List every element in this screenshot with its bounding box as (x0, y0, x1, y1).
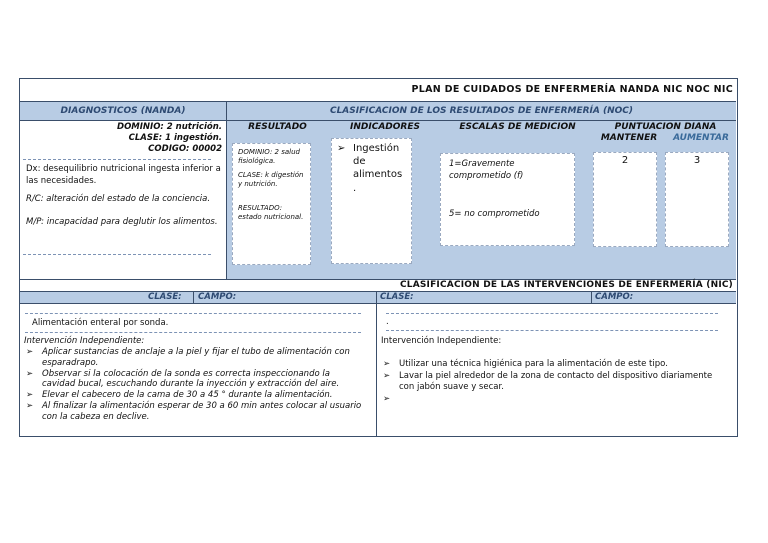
nic-right-item: ➢ Lavar la piel alrededor de la zona de contacto del dispositivo diariamente con jabón suave y secar. (381, 371, 726, 394)
resultado-dominio: DOMINIO: 2 salud fisiológica. (238, 148, 300, 165)
nic-left-sub: Intervención Independiente: (24, 336, 145, 346)
nanda-mp: M/P: incapacidad para deglutir los alimentos. (26, 217, 218, 227)
divider (20, 303, 736, 304)
aumentar-value: 3 (693, 155, 701, 166)
divider (591, 292, 592, 303)
nic-left-item: ➢ Aplicar sustancias de anclaje a la piel y fijar el tubo de alimentación con esparadrapo. (24, 347, 364, 369)
dashed-rule (23, 159, 211, 160)
nic-heading: CLASIFICACION DE LAS INTERVENCIONES DE ENFERMERÍA (NIC) (399, 280, 733, 290)
col-escalas: ESCALAS DE MEDICION (459, 122, 576, 132)
care-plan-table (19, 78, 738, 437)
dashed-rule (386, 330, 718, 331)
nic-right-item (381, 394, 726, 406)
indicadores-box (331, 138, 412, 264)
nic-left-item: ➢ Elevar el cabecero de la cama de 30 a 45 ° durante la alimentación. (24, 390, 364, 401)
nanda-rc: R/C: alteración del estado de la conciencia. (26, 194, 211, 204)
col-aumentar: AUMENTAR (673, 133, 729, 143)
escalas-box (440, 153, 575, 246)
resultado-clase: CLASE: k digestión y nutrición. (238, 171, 304, 188)
escala-1: 1=Gravemente comprometido (f) (449, 159, 524, 181)
nanda-heading: DIAGNOSTICOS (NANDA) (60, 106, 186, 116)
nic-left-title: Alimentación enteral por sonda. (32, 318, 169, 328)
nic-left-item: ➢ Al finalizar la alimentación esperar de 30 a 60 min antes colocar al usuario con la cabeza en declive. (24, 401, 364, 423)
nic-right-clase: CLASE: (380, 292, 414, 302)
indicador-item: ➢ Ingestión de alimentos (335, 142, 409, 181)
nic-right-sub: Intervención Independiente: (381, 336, 502, 346)
dashed-rule (386, 313, 718, 314)
resultado-box (232, 143, 311, 265)
resultado-resultado: RESULTADO: estado nutricional. (238, 204, 304, 221)
nic-left-clase: CLASE: (148, 292, 182, 302)
indicador-dot: . (353, 183, 357, 194)
nic-right-campo: CAMPO: (595, 292, 634, 302)
nanda-dx: Dx: desequilibrio nutricional ingesta inferior a las necesidades. (26, 164, 221, 186)
col-mantener: MANTENER (600, 133, 658, 143)
dashed-rule (25, 332, 361, 333)
nic-right-dot: . (386, 317, 389, 327)
noc-heading: CLASIFICACION DE LOS RESULTADOS DE ENFERMERÍA (NOC) (329, 106, 634, 116)
indicadores-list (335, 142, 409, 181)
divider (193, 292, 194, 303)
nanda-codigo: CODIGO: 00002 (148, 144, 222, 154)
nic-left-list (24, 347, 364, 423)
col-puntuacion: PUNTUACION DIANA (614, 122, 717, 132)
mantener-value: 2 (621, 155, 629, 166)
plan-title: PLAN DE CUIDADOS DE ENFERMERÍA NANDA NIC NOC NIC (411, 84, 733, 95)
col-resultado: RESULTADO (248, 122, 307, 132)
nic-right-list (381, 359, 726, 406)
aumentar-box (665, 152, 729, 247)
escala-5: 5= no comprometido (449, 209, 540, 219)
dashed-rule (25, 313, 361, 314)
nanda-clase: CLASE: 1 ingestión. (128, 133, 222, 143)
mantener-box (593, 152, 657, 247)
nic-left-campo: CAMPO: (198, 292, 237, 302)
divider (376, 292, 377, 437)
nanda-dominio: DOMINIO: 2 nutrición. (117, 122, 222, 132)
nic-left-item: ➢ Observar si la colocación de la sonda es correcta inspeccionando la cavidad bucal, escuchando durante la inyección y extracción del aire. (24, 369, 364, 391)
nanda-codes (24, 122, 222, 155)
dashed-rule (23, 254, 211, 255)
col-indicadores: INDICADORES (350, 122, 420, 132)
nic-right-item: ➢ Utilizar una técnica higiénica para la alimentación de este tipo. (381, 359, 726, 371)
